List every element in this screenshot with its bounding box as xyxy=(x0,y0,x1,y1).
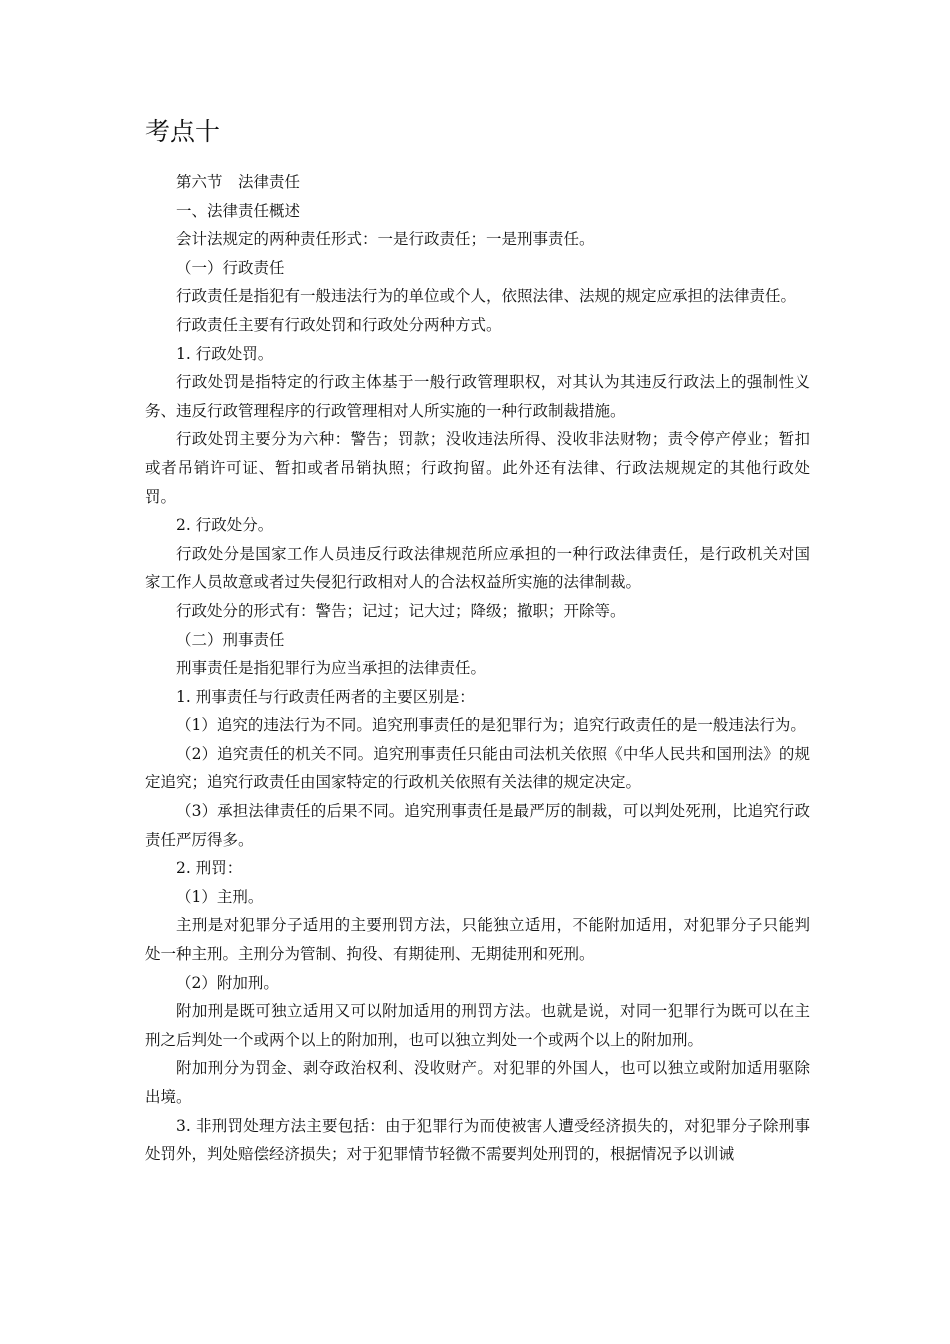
paragraph: 行政责任主要有行政处罚和行政处分两种方式。 xyxy=(176,315,502,334)
paragraph: 行政处分的形式有：警告；记过；记大过；降级；撤职；开除等。 xyxy=(176,601,626,620)
paragraph: （3）承担法律责任的后果不同。追究刑事责任是最严厉的制裁，可以判处死刑，比追究行政责任严厉得多。 xyxy=(145,802,810,849)
paragraph: （1）追究的违法行为不同。追究刑事责任的是犯罪行为；追究行政责任的是一般违法行为。 xyxy=(176,716,806,735)
paragraph: 刑事责任是指犯罪行为应当承担的法律责任。 xyxy=(176,659,487,678)
section-heading: 第六节 法律责任 xyxy=(176,173,301,191)
document-page xyxy=(145,112,810,1169)
paragraph: 3. 非刑罚处理方法主要包括：由于犯罪行为而使被害人遭受经济损失的，对犯罪分子除刑事处罚外，判处赔偿经济损失；对于犯罪情节轻微不需要判处刑罚的，根据情况予以训诫 xyxy=(145,1116,810,1164)
document-title: 考点十 xyxy=(145,117,221,146)
list-item-heading: （1）主刑。 xyxy=(176,887,264,906)
paragraph: （2）追究责任的机关不同。追究刑事责任只能由司法机关依照《中华人民共和国刑法》的规定追究；追究行政责任由国家特定的行政机关依照有关法律的规定决定。 xyxy=(145,744,810,792)
subsection-heading: 一、法律责任概述 xyxy=(176,201,301,220)
paragraph: 行政处分是国家工作人员违反行政法律规范所应承担的一种行政法律责任，是行政机关对国家工作人员故意或者过失侵犯行政相对人的合法权益所实施的法律制裁。 xyxy=(145,544,810,592)
list-item-heading: （2）附加刑。 xyxy=(176,973,279,992)
subsection-heading: （一）行政责任 xyxy=(176,258,285,277)
subsection-heading: （二）刑事责任 xyxy=(176,630,285,649)
paragraph: 行政处罚主要分为六种：警告；罚款；没收违法所得、没收非法财物；责令停产停业；暂扣或者吊销许可证、暂扣或者吊销执照；行政拘留。此外还有法律、行政法规规定的其他行政处罚。 xyxy=(145,430,810,506)
document-body xyxy=(145,168,810,1169)
list-item-heading: 2. 行政处分。 xyxy=(176,516,274,535)
paragraph: 行政责任是指犯有一般违法行为的单位或个人，依照法律、法规的规定应承担的法律责任。 xyxy=(176,287,797,306)
paragraph: 附加刑是既可独立适用又可以附加适用的刑罚方法。也就是说，对同一犯罪行为既可以在主刑之后判处一个或两个以上的附加刑，也可以独立判处一个或两个以上的附加刑。 xyxy=(145,1002,810,1049)
paragraph: 会计法规定的两种责任形式：一是行政责任；一是刑事责任。 xyxy=(176,230,595,249)
list-item-heading: 1. 刑事责任与行政责任两者的主要区别是： xyxy=(176,687,475,706)
paragraph: 行政处罚是指特定的行政主体基于一般行政管理职权，对其认为其违反行政法上的强制性义务、违反行政管理程序的行政管理相对人所实施的一种行政制裁措施。 xyxy=(145,373,810,420)
paragraph: 附加刑分为罚金、剥夺政治权利、没收财产。对犯罪的外国人，也可以独立或附加适用驱除出境。 xyxy=(145,1059,810,1106)
paragraph: 主刑是对犯罪分子适用的主要刑罚方法，只能独立适用，不能附加适用，对犯罪分子只能判处一种主刑。主刑分为管制、拘役、有期徒刑、无期徒刑和死刑。 xyxy=(145,916,810,964)
list-item-heading: 1. 行政处罚。 xyxy=(176,344,274,363)
list-item-heading: 2. 刑罚： xyxy=(176,859,243,878)
